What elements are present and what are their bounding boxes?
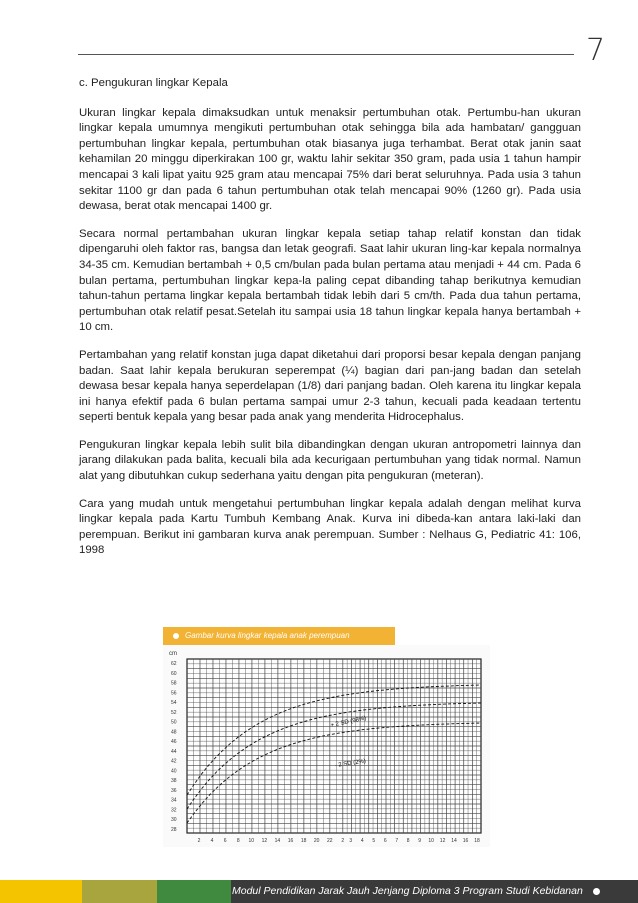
paragraph-4: Pengukuran lingkar kepala lebih sulit bila dibandingkan dengan ukuran antropometri lainnya dan jarang dilakukan pada balita, kecuali bila ada kecurigaan pertumbuhan yang tidak normal. Namun alat yang dibutuhkan cukup sederhana yaitu dengan pita pengukuran (meteran). — [79, 438, 581, 483]
y-tick-label: 44 — [171, 748, 177, 755]
header-rule — [78, 54, 574, 55]
paragraph-3: Pertambahan yang relatif konstan juga dapat diketahui dari proporsi besar kepala dengan panjang badan. Saat lahir kepala berukuran seperempat (¼) bagian dari pan-jang badan dan setelah dewasa besar kepala hanya seperdelapan (1/8) dari panjang badan. Oleh karena itu lingkar kepala ini hanya efektif pada 6 bulan pertama sampai umur 2-3 tahun, kecuali pada keadaan tertentu seperti bentuk kepala yang besar pada anak yang menderita Hidrocephalus. — [79, 348, 581, 424]
x-tick-label: 10 — [248, 838, 255, 844]
paragraph-1: Ukuran lingkar kepala dimaksudkan untuk menaksir pertumbuhan otak. Pertumbu-han ukuran lingkar kepala umumnya mengikuti pertumbuhan otak sehingga bila ada hambatan/ gangguan pertumbuhan lingkar kepala, pertumbuhan otak biasanya juga terhambat. Berat otak janin saat kehamilan 20 minggu diperkirakan 100 gr, waktu lahir sekitar 350 gram, pada usia 1 tahun hampir mencapai 3 kali lipat yaitu 925 gram atau mencapai 75% dari berat seluruhnya. Pada usia 3 tahun sekitar 1100 gr dan pada 6 tahun pertumbuhan otak telah mencapai 90% (1260 gr). Pada usia dewasa, berat otak mencapai 1400 gr. — [79, 106, 581, 213]
x-tick-label: 8 — [406, 838, 410, 844]
figure-caption-text: Gambar kurva lingkar kepala anak perempuan — [185, 631, 350, 640]
y-tick-label: 30 — [171, 817, 177, 824]
footer-segment-olive — [82, 880, 157, 903]
footer-bar — [0, 880, 638, 903]
x-tick-label: 12 — [439, 838, 446, 844]
x-tick-label: 6 — [223, 838, 227, 844]
footer-text: Modul Pendidikan Jarak Jauh Jenjang Diploma 3 Program Studi Kebidanan — [232, 885, 583, 897]
x-tick-label: 4 — [360, 838, 364, 844]
footer-segment-green — [157, 880, 231, 903]
y-tick-label: 28 — [171, 827, 177, 833]
main-content — [79, 76, 581, 571]
y-tick-label: 42 — [171, 758, 177, 765]
x-tick-label: 22 — [326, 838, 333, 844]
x-tick-label: 9 — [418, 838, 422, 844]
x-tick-label: 3 — [349, 838, 353, 844]
y-tick-label: 54 — [171, 700, 177, 707]
curve-label-lower: - 2 SD (2%) — [334, 758, 367, 769]
y-tick-label: 36 — [171, 787, 177, 794]
x-tick-label: 14 — [451, 838, 457, 844]
chart-svg — [163, 645, 490, 847]
x-tick-label: 14 — [274, 838, 281, 844]
section-heading: c. Pengukuran lingkar Kepala — [79, 77, 228, 89]
x-tick-label: 2 — [341, 838, 345, 844]
y-tick-label: 58 — [171, 680, 177, 687]
x-tick-label: 16 — [462, 838, 469, 844]
x-tick-label: 4 — [210, 838, 214, 844]
footer-segment-yellow — [0, 880, 82, 903]
y-tick-label: 52 — [171, 709, 177, 716]
chart-unit-label: cm — [169, 651, 177, 657]
curve-label-upper: + 2 SD (98%) — [330, 715, 367, 729]
page-number: 7 — [586, 33, 606, 68]
y-tick-label: 60 — [171, 670, 177, 677]
y-tick-label: 62 — [171, 661, 177, 667]
x-tick-label: 8 — [236, 838, 240, 844]
y-tick-label: 48 — [171, 729, 177, 736]
footer-dot-icon — [593, 888, 600, 895]
y-tick-label: 56 — [171, 690, 177, 697]
x-tick-label: 7 — [395, 838, 399, 844]
x-tick-label: 5 — [372, 838, 376, 844]
x-tick-label: 18 — [474, 838, 480, 844]
head-circumference-chart — [163, 645, 490, 847]
y-tick-label: 46 — [171, 739, 177, 746]
y-tick-label: 50 — [171, 719, 177, 726]
x-tick-label: 20 — [313, 838, 320, 844]
y-tick-label: 38 — [171, 778, 177, 785]
paragraph-5: Cara yang mudah untuk mengetahui pertumbuhan lingkar kepala adalah dengan melihat kurva lingkar kepala pada Kartu Tumbuh Kembang Anak. Kurva ini dibeda-kan antara laki-laki dan perempuan. Berikut ini gambaran kurva anak perempuan. Sumber : Nelhaus G, Pediatric 41: 106, 1998 — [79, 497, 581, 557]
x-tick-label: 2 — [197, 838, 201, 844]
x-tick-label: 10 — [428, 838, 434, 844]
figure-caption — [163, 627, 395, 645]
y-tick-label: 32 — [171, 807, 177, 814]
y-tick-label: 34 — [171, 797, 177, 804]
paragraph-2: Secara normal pertambahan ukuran lingkar kepala setiap tahap relatif konstan dan tidak dipengaruhi oleh faktor ras, bangsa dan letak geografi. Saat lahir ukuran ling-kar kepala normalnya 34-35 cm. Kemudian bertambah + 0,5 cm/bulan pada bulan pertama atau menjadi + 44 cm. Pada 6 bulan pertama, pertumbuhan lingkar kepa-la paling cepat dibanding tahap berikutnya kemudian tahun-tahun pertama lingkar kepala bertambah tidak lebih dari 5 cm/th. Pada dua tahun pertama, pertumbuhan otak relatif pesat.Setelah itu sampai usia 18 tahun lingkar kepala hanya bertambah + 10 cm. — [79, 227, 581, 334]
bullet-icon — [173, 633, 179, 639]
x-tick-label: 6 — [383, 838, 387, 844]
x-tick-label: 18 — [300, 838, 307, 844]
y-tick-label: 40 — [171, 768, 177, 775]
x-tick-label: 16 — [287, 838, 294, 844]
x-tick-label: 12 — [261, 838, 268, 844]
